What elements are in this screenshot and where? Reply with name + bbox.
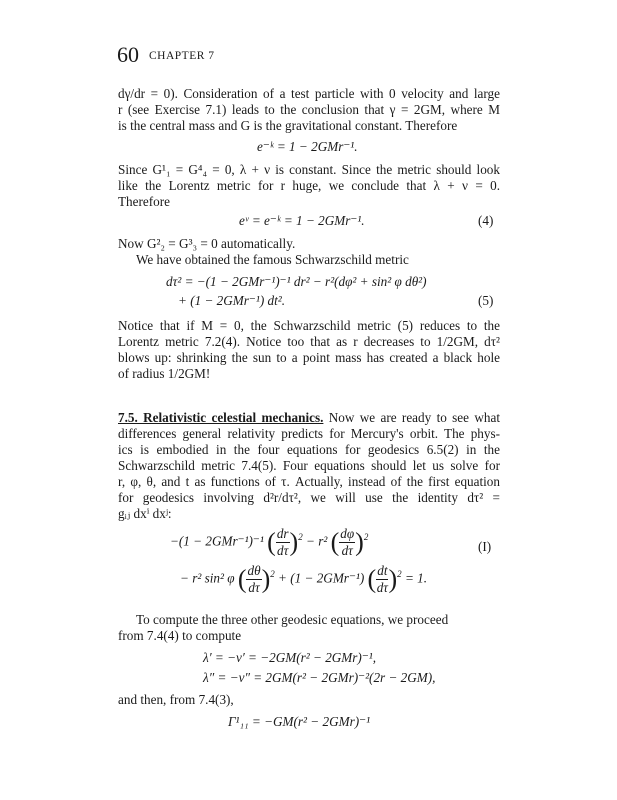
text-line: Now G²₂ = G³₃ = 0 automatically.: [118, 236, 296, 251]
equation-5-line2: + (1 − 2GMr⁻¹) dt².: [178, 293, 286, 308]
text-line: Therefore: [118, 194, 170, 209]
text-line: dγ/dr = 0). Consideration of a test particle with 0 velocity and large: [118, 86, 500, 101]
text-line: We have obtained the famous Schwarzschild metric: [136, 252, 409, 267]
equation-I-line2: − r² sin² φ ( $\frac{d\theta}{d\tau}$ )$^2$ + (1 − 2GMr⁻¹) ( $\frac{dt}{d\tau}$ )$^2$ = 1.: [180, 563, 428, 595]
section-intro-text: Now we are ready to see what: [323, 410, 500, 425]
text-line: Lorentz metric 7.2(4). Notice too that as r decreases to 1/2GM, dτ²: [118, 334, 500, 349]
text-line: ics is embodied in the four equations for geodesics 6.5(2) in the: [118, 442, 500, 457]
text-line: of radius 1/2GM!: [118, 366, 211, 381]
equation-5-number: (5): [478, 293, 494, 308]
equation-lambda: e⁻ᵏ = 1 − 2GMr⁻¹.: [257, 139, 358, 154]
section-title: 7.5. Relativistic celestial mechanics.: [118, 410, 324, 425]
section-heading-line: [118, 410, 500, 426]
text-line: r (see Exercise 7.1) leads to the conclusion that γ = 2GM, where M: [118, 102, 500, 117]
equation-4: eᵛ = e⁻ᵏ = 1 − 2GMr⁻¹.: [239, 213, 365, 228]
text-line: from 7.4(4) to compute: [118, 628, 242, 643]
equation-gamma: Γ¹₁₁ = −GM(r² − 2GMr)⁻¹: [228, 714, 371, 729]
text-line: like the Lorentz metric for r huge, we conclude that λ + ν = 0.: [118, 178, 500, 193]
text-line: Schwarzschild metric 7.4(5). Four equations should let us solve for: [118, 458, 500, 473]
equation-5-line1: dτ² = −(1 − 2GMr⁻¹)⁻¹ dr² − r²(dφ² + sin² φ dθ²): [166, 274, 427, 289]
fraction-dt-dtau: $\frac{dt}{d\tau}$: [376, 563, 389, 595]
text-line: differences general relativity predicts for Mercury's orbit. The phys-: [118, 426, 500, 441]
text-line: is the central mass and G is the gravitational constant. Therefore: [118, 118, 458, 133]
text-line: Since G¹₁ = G⁴₄ = 0, λ + ν is constant. Since the metric should look: [118, 162, 500, 177]
text-line: and then, from 7.4(3),: [118, 692, 234, 707]
text-line: gᵢⱼ dxⁱ dxʲ:: [118, 506, 172, 521]
equation-I-number: (I): [478, 539, 492, 554]
equation-lambda-double-prime: λ″ = −ν″ = 2GM(r² − 2GMr)⁻²(2r − 2GM),: [203, 670, 436, 685]
text-line: blows up: shrinking the sun to a point mass has created a black hole: [118, 350, 500, 365]
equation-lambda-prime: λ′ = −ν′ = −2GM(r² − 2GMr)⁻¹,: [203, 650, 377, 665]
page-number: 60: [117, 42, 139, 67]
fraction-dr-dtau: $\frac{dr}{d\tau}$: [276, 526, 289, 558]
text-line: r, φ, θ, and t as functions of τ. Actually, instead of the first equation: [118, 474, 500, 489]
equation-I-line1: −(1 − 2GMr⁻¹)⁻¹ ( $\frac{dr}{d\tau}$ )$^2$ − r² ( $\frac{d\varphi}{d\tau}$ )$^2$: [170, 526, 369, 558]
text-line: Notice that if M = 0, the Schwarzschild metric (5) reduces to the: [118, 318, 500, 333]
equation-4-number: (4): [478, 213, 494, 228]
fraction-dtheta-dtau: $\frac{d\theta}{d\tau}$: [247, 563, 261, 595]
fraction-dphi-dtau: $\frac{d\varphi}{d\tau}$: [340, 526, 355, 558]
page-header: [117, 42, 215, 68]
chapter-label: CHAPTER 7: [149, 50, 215, 62]
text-line: for geodesics involving d²r/dτ², we will use the identity dτ² =: [118, 490, 500, 505]
text-line: To compute the three other geodesic equations, we proceed: [136, 612, 449, 627]
